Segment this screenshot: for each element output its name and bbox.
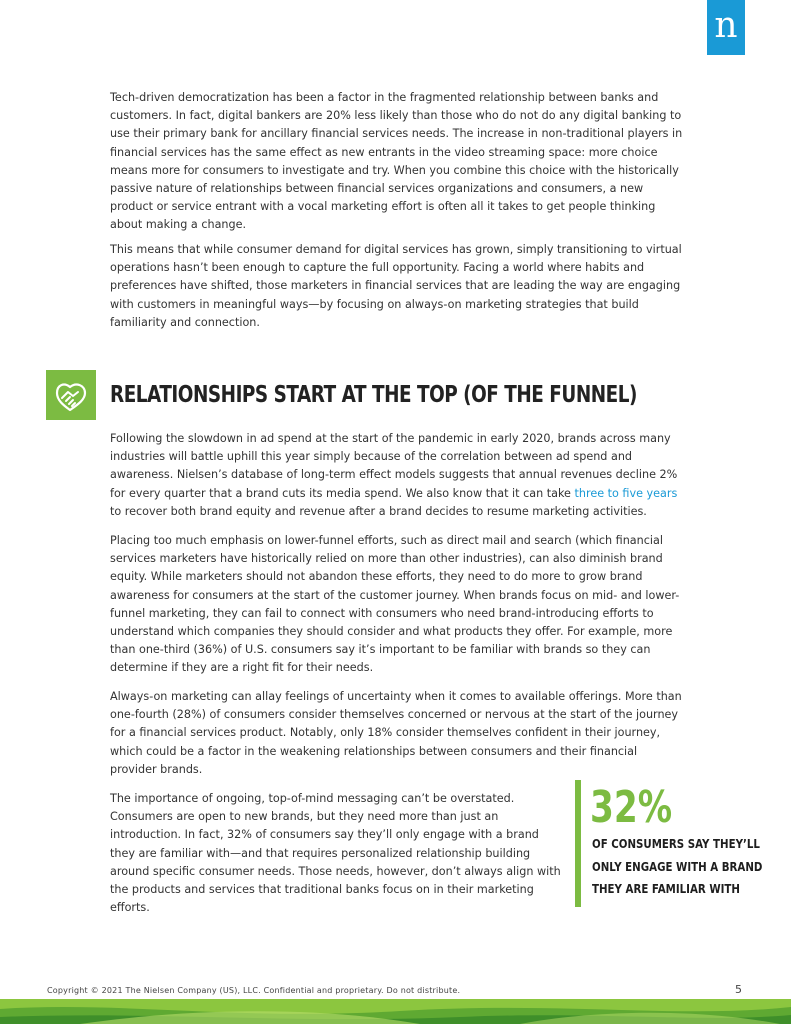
section-heading: RELATIONSHIPS START AT THE TOP (OF THE FUNNEL) — [110, 382, 637, 408]
callout-accent-bar — [575, 780, 581, 907]
intro-paragraph-1: Tech-driven democratization has been a factor in the fragmented relationship between banks and customers. In fact, digital bankers are 20% less likely than those who do not do any digital banking to use their primary bank for ancillary financial services needs. The increase in non-traditional players in financial services has the same effect as new entrants in the video streaming space: more choice means more for consumers to investigate and try. When you combine this choice with the historically passive nature of relationships between financial services organizations and consumers, a new product or service entrant with a vocal marketing effort is often all it takes to get people thinking about making a change. — [110, 91, 683, 232]
page-number: 5 — [735, 983, 742, 996]
paragraph-text: Following the slowdown in ad spend at the start of the pandemic in early 2020, brands across many industries will battle uphill this year simply because of the correlation between ad spend and awareness. Nielsen’s database of long-term effect models suggests that annual revenues decline 2% for every quarter that a brand cuts its media spend. We also know that it can take — [110, 432, 678, 500]
section-paragraph-3: Always-on marketing can allay feelings of uncertainty when it comes to available offerings. More than one-fourth (28%) of consumers consider themselves concerned or nervous at the start of the journey for a financial services product. Notably, only 18% consider themselves confident in their journey, which could be a factor in the weakening relationships between consumers and their financial provider brands. — [110, 690, 682, 776]
callout-statistic: 32% — [590, 782, 673, 833]
three-to-five-years-link[interactable]: three to five years — [574, 486, 678, 500]
section-paragraph-1 — [110, 430, 685, 521]
nielsen-logo: n — [707, 0, 745, 55]
callout-line: THEY ARE FAMILIAR WITH — [592, 882, 740, 897]
callout-line: OF CONSUMERS SAY THEY’LL — [592, 837, 760, 852]
paragraph-text: to recover both brand equity and revenue after a brand decides to resume marketing activities. — [110, 504, 647, 518]
footer-decorative-band — [0, 999, 791, 1024]
intro-paragraph-2: This means that while consumer demand for digital services has grown, simply transitioning to virtual operations hasn’t been enough to capture the full opportunity. Facing a world where habits and preferences have shifted, those marketers in financial services that are leading the way are engaging with customers in meaningful ways—by focusing on always-on marketing strategies that build familiarity and connection. — [110, 243, 682, 329]
section-paragraph-2: Placing too much emphasis on lower-funnel efforts, such as direct mail and search (which financial services marketers have historically relied on more than other industries), can also diminish brand equity. While marketers should not abandon these efforts, they need to do more to grow brand awareness for consumers at the start of the customer journey. When brands focus on mid- and lower-funnel marketing, they can fail to connect with consumers who need brand-introducing efforts to understand which companies they should consider and what products they offer. For example, more than one-third (36%) of U.S. consumers say it’s important to be familiar with brands so they can determine if they are a right fit for their needs. — [110, 534, 680, 675]
copyright-notice: Copyright © 2021 The Nielsen Company (US), LLC. Confidential and proprietary. Do not distribute. — [47, 986, 461, 995]
callout-line: ONLY ENGAGE WITH A BRAND — [592, 859, 763, 875]
handshake-icon — [46, 370, 96, 420]
section-paragraph-4: The importance of ongoing, top-of-mind messaging can’t be overstated. Consumers are open to new brands, but they need more than just an introduction. In fact, 32% of consumers say they’ll only engage with a brand they are familiar with—and that requires personalized relationship building around specific consumer needs. Those needs, however, don’t always align with the products and services that traditional banks focus on in their marketing efforts. — [110, 792, 561, 915]
callout-caption — [592, 834, 763, 902]
